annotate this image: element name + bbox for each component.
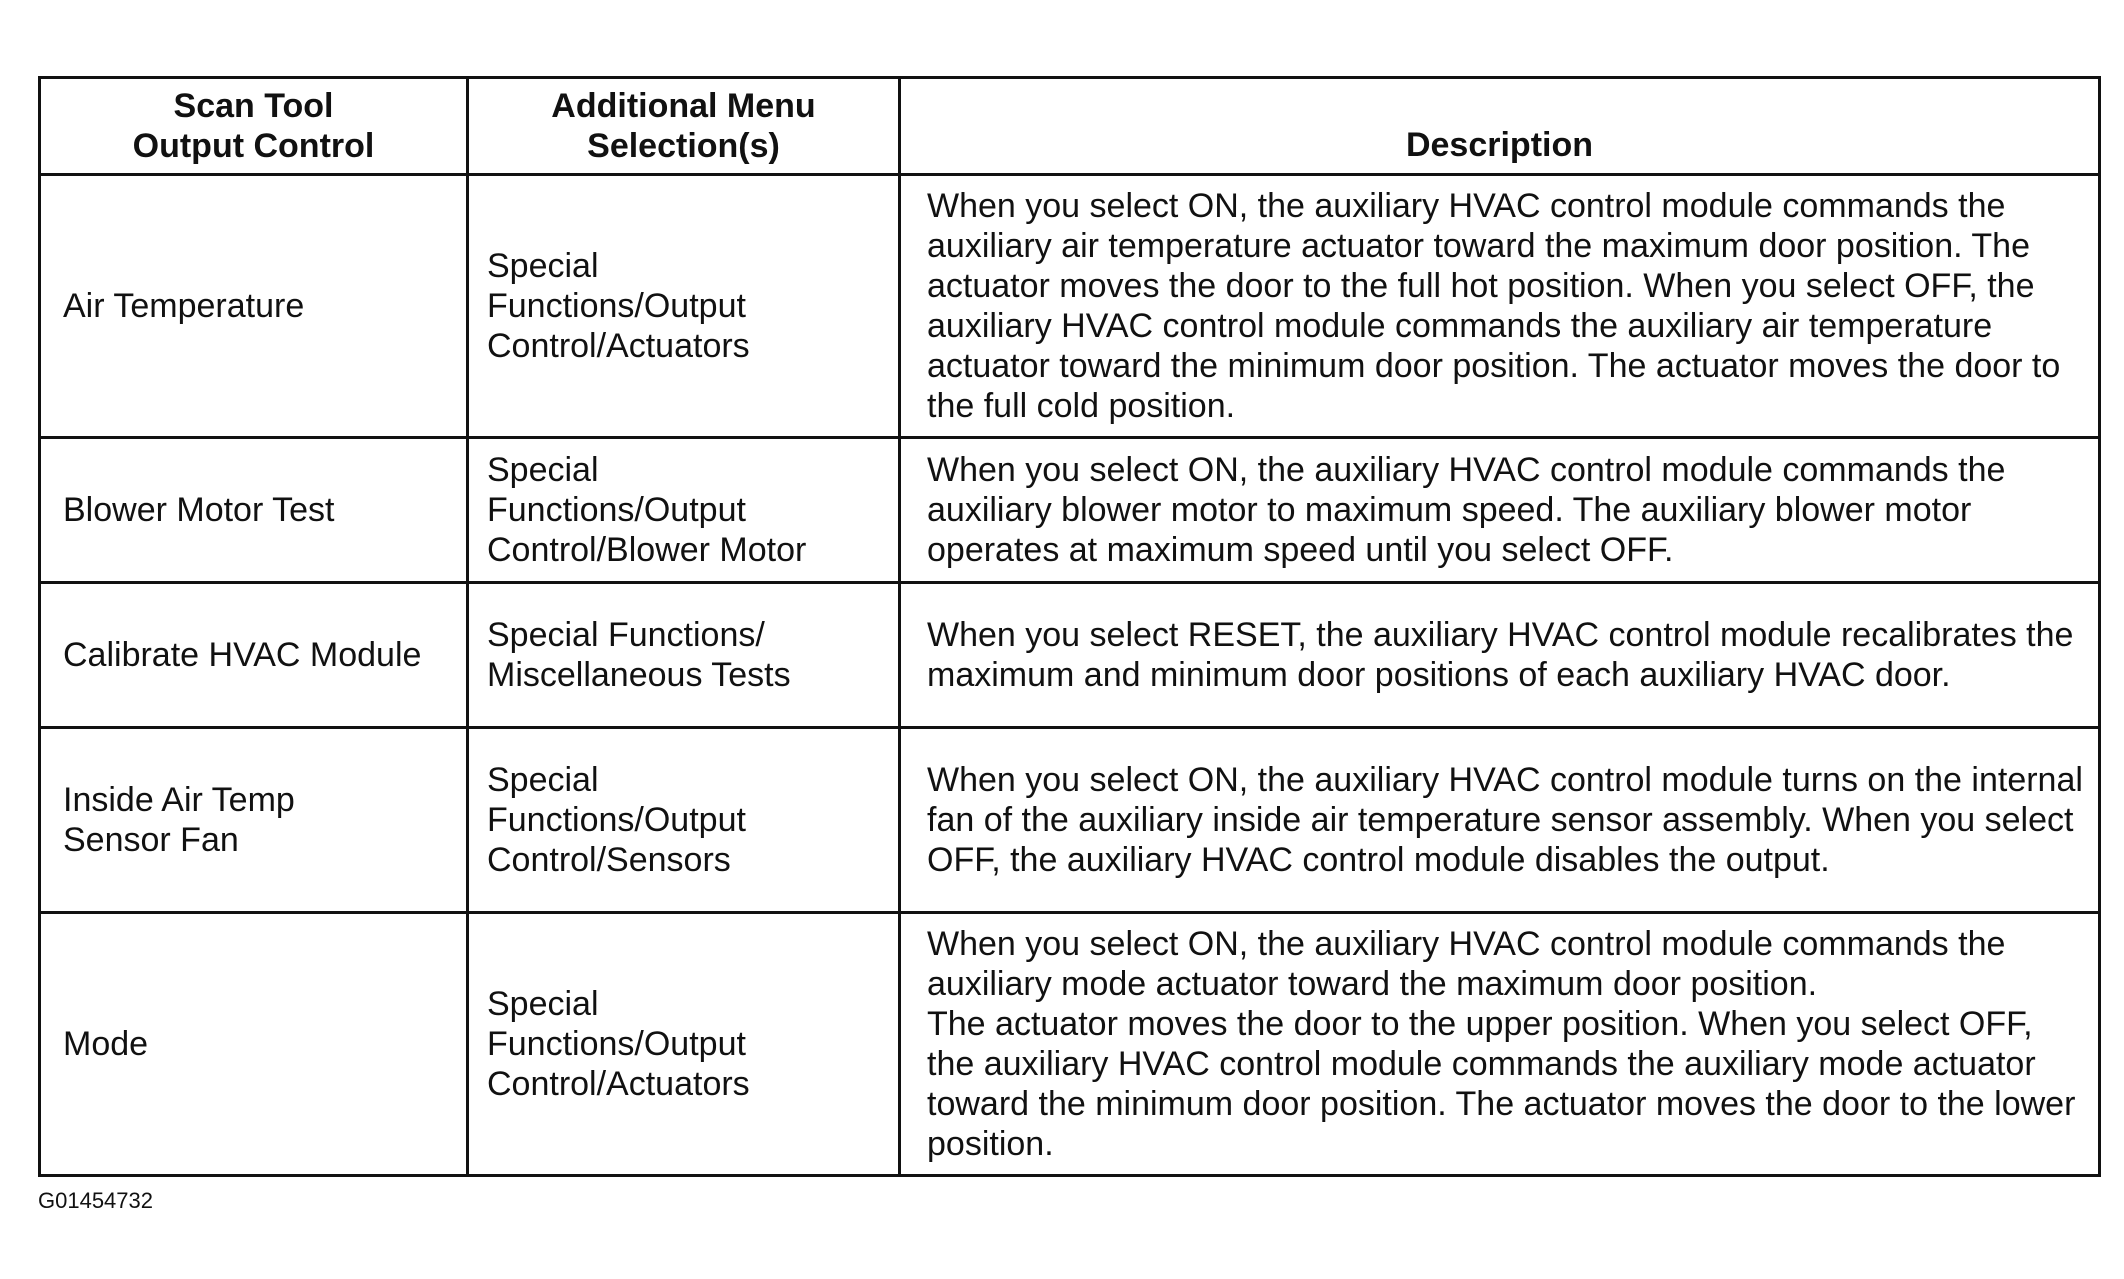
output-control-cell: Air Temperature	[40, 175, 468, 438]
menu-selection-cell: Special Functions/Output Control/Sensors	[468, 728, 900, 913]
table-row	[40, 175, 2100, 438]
header-description: Description	[900, 78, 2100, 175]
output-control-cell: Inside Air Temp Sensor Fan	[40, 728, 468, 913]
description-cell: When you select ON, the auxiliary HVAC control module commands the auxiliary mode actuator toward the maximum door position. The actuator moves the door to the upper position. When you select OFF, the auxiliary HVAC control module commands the auxiliary mode actuator toward the minimum door position. The actuator moves the door to the lower position.	[900, 913, 2100, 1176]
menu-selection-cell: Special Functions/Output Control/Blower Motor	[468, 438, 900, 583]
output-control-cell: Blower Motor Test	[40, 438, 468, 583]
output-control-table	[38, 76, 2101, 1177]
table-row	[40, 438, 2100, 583]
description-cell: When you select ON, the auxiliary HVAC control module commands the auxiliary air temperature actuator toward the maximum door position. The actuator moves the door to the full hot position. When you select OFF, the auxiliary HVAC control module commands the auxiliary air temperature actuator toward the minimum door position. The actuator moves the door to the full cold position.	[900, 175, 2100, 438]
output-control-table-container	[38, 76, 2098, 1177]
description-cell: When you select RESET, the auxiliary HVAC control module recalibrates the maximum and minimum door positions of each auxiliary HVAC door.	[900, 583, 2100, 728]
header-scan-tool-output-control: Scan Tool Output Control	[40, 78, 468, 175]
output-control-cell: Calibrate HVAC Module	[40, 583, 468, 728]
description-cell: When you select ON, the auxiliary HVAC control module turns on the internal fan of the auxiliary inside air temperature sensor assembly. When you select OFF, the auxiliary HVAC control module disables the output.	[900, 728, 2100, 913]
menu-selection-cell: Special Functions/Output Control/Actuators	[468, 913, 900, 1176]
figure-id: G01454732	[38, 1188, 153, 1213]
table-header-row	[40, 78, 2100, 175]
table-row	[40, 728, 2100, 913]
output-control-cell: Mode	[40, 913, 468, 1176]
header-additional-menu-selections: Additional Menu Selection(s)	[468, 78, 900, 175]
menu-selection-cell: Special Functions/Output Control/Actuators	[468, 175, 900, 438]
table-row	[40, 913, 2100, 1176]
description-cell: When you select ON, the auxiliary HVAC control module commands the auxiliary blower motor to maximum speed. The auxiliary blower motor operates at maximum speed until you select OFF.	[900, 438, 2100, 583]
table-row	[40, 583, 2100, 728]
menu-selection-cell: Special Functions/ Miscellaneous Tests	[468, 583, 900, 728]
